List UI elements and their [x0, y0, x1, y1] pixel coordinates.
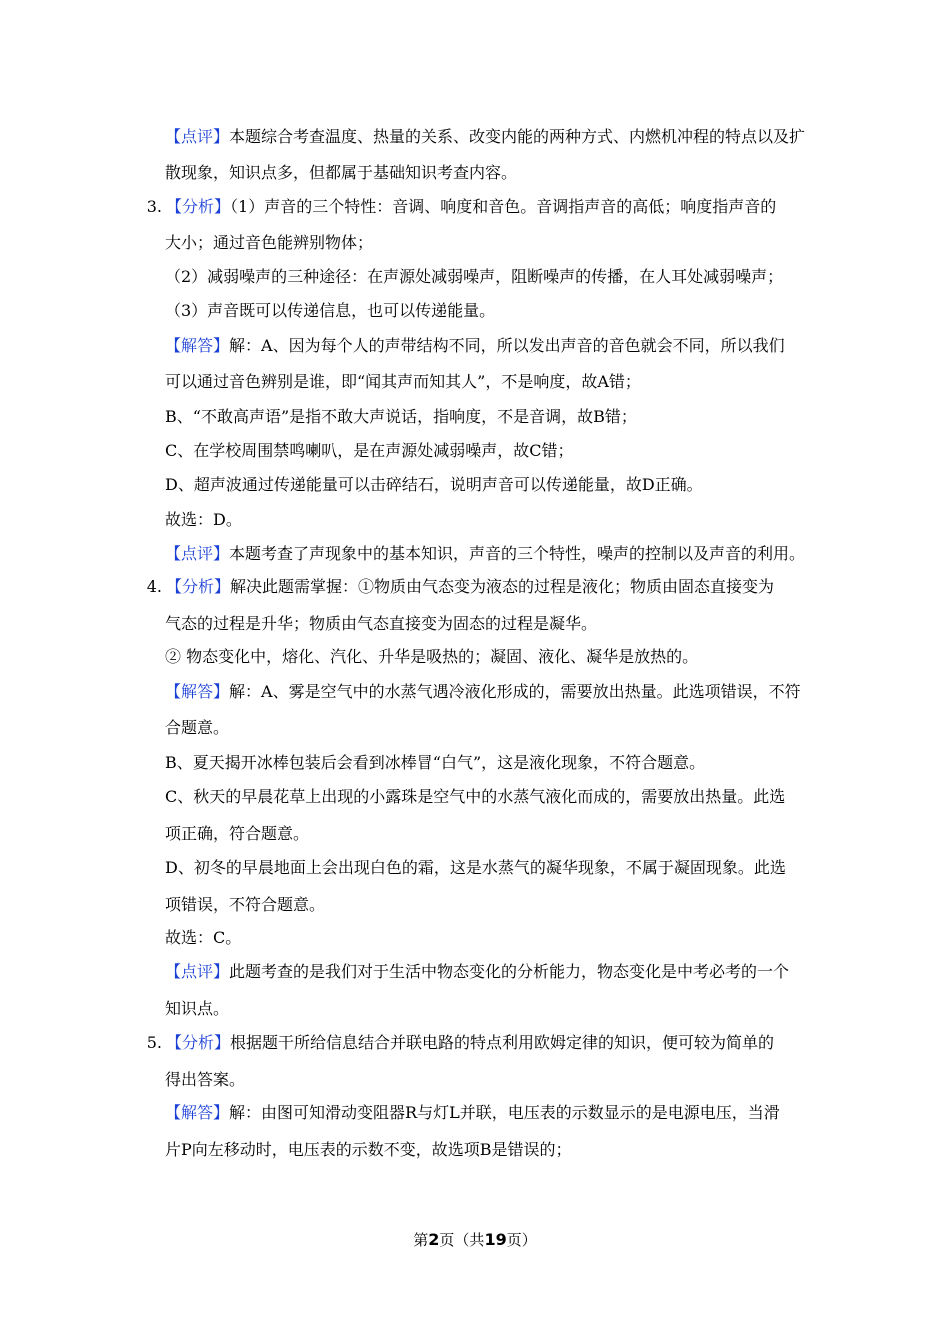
tag-label: 分析 [182, 197, 215, 216]
text-line: D、初冬的早晨地面上会出现白色的霜，这是水蒸气的凝华现象，不属于凝固现象。此选 [165, 858, 786, 877]
text-line: ② 物态变化中，熔化、汽化、升华是吸热的；凝固、液化、凝华是放热的。 [165, 647, 699, 666]
question-number: 4. [146, 577, 162, 596]
text-line: 4. 【分析】解决此题需掌握：①物质由气态变为液态的过程是液化；物质由固态直接变为 [140, 577, 774, 597]
text-line: 【点评】此题考查的是我们对于生活中物态变化的分析能力，物态变化是中考必考的一个 [165, 962, 790, 981]
text-line: 大小；通过音色能辨别物体； [165, 233, 374, 252]
text-line: 散现象，知识点多，但都属于基础知识考查内容。 [165, 163, 518, 182]
text-line: D、超声波通过传递能量可以击碎结石，说明声音可以传递能量，故D正确。 [165, 475, 703, 494]
text-line: 【解答】解：A、因为每个人的声带结构不同，所以发出声音的音色就会不同，所以我们 [165, 336, 785, 355]
text-line: B、夏天揭开冰棒包装后会看到冰棒冒“白气”，这是液化现象，不符合题意。 [165, 753, 706, 772]
text-line: 【解答】解：由图可知滑动变阻器R与灯L并联，电压表的示数显示的是电源电压，当滑 [165, 1103, 780, 1122]
tag-label: 解答 [181, 1103, 214, 1122]
text-line: B、“不敢高声语”是指不敢大声说话，指响度，不是音调，故B错； [165, 407, 637, 426]
text-line: 得出答案。 [165, 1070, 246, 1089]
text-line: 故选：D。 [165, 510, 242, 529]
text-line: （2）减弱噪声的三种途径：在声源处减弱噪声，阻断噪声的传播，在人耳处减弱噪声； [165, 267, 784, 286]
question-number: 3. [146, 197, 162, 216]
text-line: 气态的过程是升华；物质由气态直接变为固态的过程是凝华。 [165, 614, 598, 633]
text-line: 知识点。 [165, 999, 230, 1018]
text-line: 5. 【分析】根据题干所给信息结合并联电路的特点利用欧姆定律的知识，便可较为简单的 [140, 1033, 774, 1053]
text-line: 【解答】解：A、雾是空气中的水蒸气遇冷液化形成的，需要放出热量。此选项错误，不符 [165, 682, 801, 701]
text-line: 可以通过音色辨别是谁，即“闻其声而知其人”，不是响度，故A错； [165, 372, 641, 391]
tag-label: 点评 [181, 544, 214, 563]
text-line: 合题意。 [165, 718, 230, 737]
page-footer: 第2页（共19页） [413, 1230, 537, 1249]
tag-label: 解答 [181, 682, 214, 701]
text-line: 3. 【分析】（1）声音的三个特性：音调、响度和音色。音调指声音的高低；响度指声音的 [140, 197, 776, 217]
question-number: 5. [146, 1033, 162, 1052]
tag-label: 解答 [181, 336, 214, 355]
text-line: 故选：C。 [165, 928, 242, 947]
tag-label: 点评 [181, 962, 214, 981]
text-line: 项正确，符合题意。 [165, 824, 310, 843]
text-line: 项错误，不符合题意。 [165, 895, 326, 914]
text-line: 片P向左移动时，电压表的示数不变，故选项B是错误的； [165, 1140, 572, 1159]
text-line: C、秋天的早晨花草上出现的小露珠是空气中的水蒸气液化而成的，需要放出热量。此选 [165, 787, 786, 806]
tag-label: 分析 [182, 1033, 215, 1052]
total-pages: 19 [484, 1230, 507, 1249]
text-line: C、在学校周围禁鸣喇叭，是在声源处减弱噪声，故C错； [165, 441, 574, 460]
text-line: （3）声音既可以传递信息，也可以传递能量。 [165, 301, 496, 320]
text-line: 【点评】本题考查了声现象中的基本知识，声音的三个特性，噪声的控制以及声音的利用。 [165, 544, 806, 563]
tag-label: 点评 [181, 127, 214, 146]
tag-label: 分析 [182, 577, 215, 596]
text-line: 【点评】本题综合考查温度、热量的关系、改变内能的两种方式、内燃机冲程的特点以及扩 [165, 127, 806, 146]
page-number: 2 [428, 1230, 440, 1249]
